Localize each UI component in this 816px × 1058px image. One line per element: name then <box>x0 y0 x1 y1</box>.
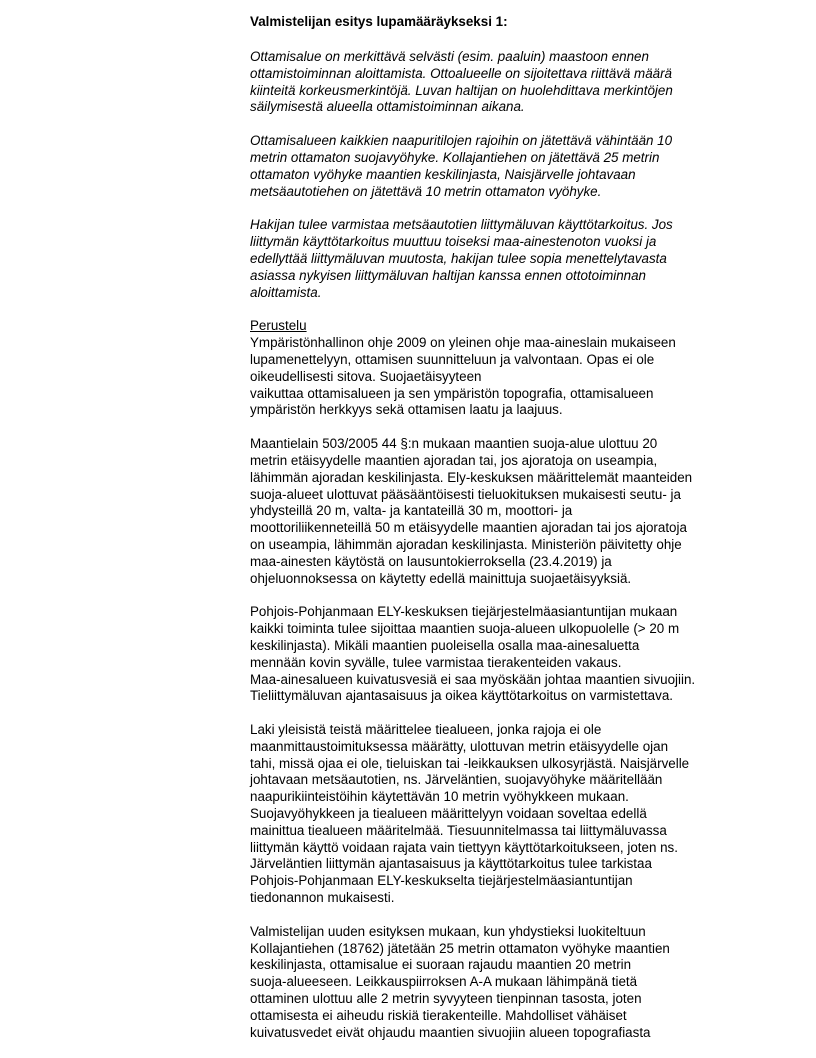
text-line: mainittua tiealueen määritelmää. Tiesuunnitelmassa tai liittymäluvassa <box>250 822 667 838</box>
text-line: metrin ottamaton suojavyöhyke. Kollajantiehen on jätettävä 25 metrin <box>250 149 660 165</box>
text-line: Ympäristönhallinon ohje 2009 on yleinen ohje maa-aineslain mukaiseen <box>250 335 676 351</box>
text-line: metrin etäisyydelle maantien ajoradan tai, jos ajoratoja on useampia, <box>250 452 658 468</box>
text-line: lähimmän ajoradan keskilinjasta. Ely-keskuksen määrittelemät maanteiden <box>250 469 693 485</box>
text-line: ympäristön herkkyys sekä ottamisen laatu ja laajuus. <box>250 402 563 418</box>
text-line: oikeudellisesti sitova. Suojaetäisyyteen <box>250 368 482 384</box>
text-line: aloittamista. <box>250 284 322 300</box>
text-line: Laki yleisistä teistä määrittelee tiealueen, jonka rajoja ei ole <box>250 722 602 738</box>
text-line: Järveläntien liittymän ajantasaisuus ja käyttötarkoitus tulee tarkistaa <box>250 856 652 872</box>
text-line: keskilinjasta, ottamisalue ei suoraan rajaudu maantien 20 metrin <box>250 957 632 973</box>
text-line: ottaminen ulottuu alle 2 metrin syvyyteen tienpinnan tasosta, joten <box>250 991 642 1007</box>
text-line: ottamistoiminnan aloittamista. Ottoalueelle on sijoitettava riittävä määrä <box>250 65 673 81</box>
text-line: on useampia, lähimmän ajoradan keskilinjasta. Ministeriön päivitetty ohje <box>250 536 682 552</box>
text-line: Ottamisalueen kaikkien naapuritilojen rajoihin on jätettävä vähintään 10 <box>250 133 673 149</box>
text-line: keskilinjasta). Mikäli maantien puoleisella osalla maa-ainesaluetta <box>250 637 640 653</box>
text-line: johtavaan metsäautotien, ns. Järveläntien, suojavyöhyke määritellään <box>250 772 663 788</box>
text-line: suoja-alueeseen. Leikkauspiirroksen A-A mukaan lähimpänä tietä <box>250 974 638 990</box>
text-line: mennään kovin syvälle, tulee varmistaa tierakenteiden vakaus. <box>250 654 622 670</box>
perustelu-paragraph-laki-yleisista-teista <box>250 722 770 907</box>
text-line: kaikki toiminta tulee sijoittaa maantien suoja-alueen ulkopuolelle (> 20 m <box>250 621 680 637</box>
text-line: Tieliittymäluvan ajantasaisuus ja oikea käyttötarkoitus on varmistettava. <box>250 688 673 704</box>
document-page <box>250 14 770 1058</box>
text-line: suoja-alueet ulottuvat pääsääntöisesti tieluokituksen mukaisesti seutu- ja <box>250 486 681 502</box>
text-line: maanmittaustoimituksessa määrätty, ulottuvan metrin etäisyydelle ojan <box>250 738 669 754</box>
text-line: Valmistelijan uuden esityksen mukaan, kun yhdystieksi luokiteltuun <box>250 923 646 939</box>
perustelu-paragraph-ely <box>250 604 770 705</box>
text-line: Hakijan tulee varmistaa metsäautotien liittymäluvan käyttötarkoitus. Jos <box>250 217 673 233</box>
perustelu-heading: Perustelu <box>250 318 307 334</box>
text-line: Kollajantiehen (18762) jätetään 25 metrin ottamaton vyöhyke maantien <box>250 940 670 956</box>
text-line: ohjeluonnoksessa on käytetty edellä mainittuja suojaetäisyyksiä. <box>250 570 632 586</box>
text-line: naapurikiinteistöihin käytettävän 10 metrin vyöhykkeen mukaan. <box>250 789 629 805</box>
text-line: metsäautotiehen on jätettävä 10 metrin ottamaton vyöhyke. <box>250 183 602 199</box>
text-line: tiedonannon mukaisesti. <box>250 890 395 906</box>
text-line: vaikuttaa ottamisalueen ja sen ympäristön topografia, ottamisalueen <box>250 385 654 401</box>
text-line: Maantielain 503/2005 44 §:n mukaan maantien suoja-alue ulottuu 20 <box>250 436 658 452</box>
proposal-paragraph-1 <box>250 49 770 116</box>
text-line: ottamisesta ei aiheudu riskiä tierakenteille. Mahdolliset vähäiset <box>250 1007 627 1023</box>
proposal-paragraph-2 <box>250 133 770 200</box>
text-line: Pohjois-Pohjanmaan ELY-keskuksen tiejärjestelmäasiantuntijan mukaan <box>250 604 678 620</box>
text-line: moottoriliikenneteillä 50 m etäisyydelle maantien ajoradan tai jos ajoratoja <box>250 520 687 536</box>
perustelu-paragraph-uusi-esitys <box>250 924 770 1042</box>
perustelu-paragraph-maantielaki <box>250 436 770 587</box>
text-line: Ottamisalue on merkittävä selvästi (esim. paaluin) maastoon ennen <box>250 49 649 64</box>
text-line: maa-ainesten käytöstä on lausuntokierroksella (23.4.2019) ja <box>250 553 612 569</box>
text-line: liittymän käyttö voidaan rajata vain tiettyyn käyttötarkoitukseen, joten ns. <box>250 839 678 855</box>
text-line: Pohjois-Pohjanmaan ELY-keskukselta tiejärjestelmäasiantuntijan <box>250 873 633 889</box>
perustelu-section <box>250 318 770 419</box>
proposal-paragraph-3 <box>250 217 770 301</box>
text-line: kiinteitä korkeusmerkintöjä. Luvan haltijan on huolehdittava merkintöjen <box>250 82 673 98</box>
text-line: asiassa nykyisen liittymäluvan haltijan kanssa ennen ottotoiminnan <box>250 267 646 283</box>
text-line: kuivatusvedet eivät ohjaudu maantien sivuojiin alueen topografiasta <box>250 1024 651 1040</box>
text-line: yhdysteillä 20 m, valta- ja kantateillä 30 m, moottori- ja <box>250 503 573 519</box>
text-line: säilymisestä alueella ottamistoiminnan aikana. <box>250 99 525 115</box>
text-line: Suojavyöhykkeen ja tiealueen määrittelyyn voidaan soveltaa edellä <box>250 806 647 822</box>
text-line: lupamenettelyyn, ottamisen suunnitteluun ja valvontaan. Opas ei ole <box>250 351 655 367</box>
text-line: ottamaton vyöhyke maantien keskilinjasta, Naisjärvelle johtavaan <box>250 166 636 182</box>
text-line: tahi, missä ojaa ei ole, tieluiskan tai -leikkauksen ulkosyrjästä. Naisjärvelle <box>250 755 690 771</box>
text-line: edellyttää liittymäluvan muutosta, hakijan tulee sopia menettelytavasta <box>250 250 667 266</box>
text-line: Maa-ainesalueen kuivatusvesiä ei saa myöskään johtaa maantien sivuojiin. <box>250 671 696 687</box>
document-title: Valmistelijan esitys lupamääräykseksi 1: <box>250 14 508 29</box>
text-line: liittymän käyttötarkoitus muuttuu toiseksi maa-ainestenoton vuoksi ja <box>250 234 657 250</box>
